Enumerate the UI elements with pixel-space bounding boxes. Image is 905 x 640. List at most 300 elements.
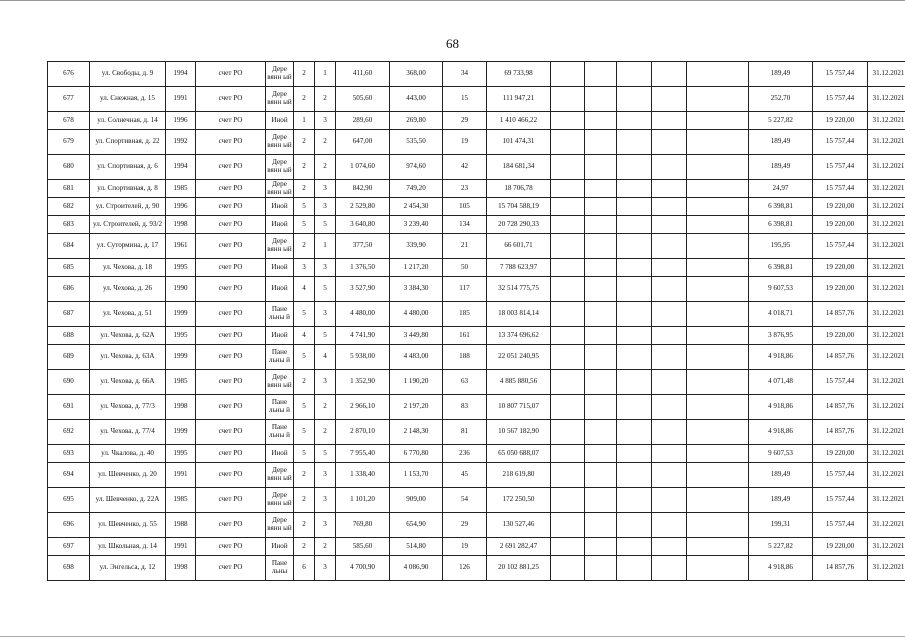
- total-area-cell: 2 529,80: [336, 198, 390, 216]
- residents-cell: 45: [443, 463, 487, 488]
- total-area-cell: 289,60: [336, 112, 390, 130]
- cost-cell: 2 691 282,47: [487, 538, 551, 556]
- floors-cell: 2: [294, 87, 315, 112]
- empty-cell: [551, 259, 585, 277]
- entrances-cell: 3: [315, 180, 336, 198]
- residents-cell: 117: [443, 277, 487, 302]
- table-row: [48, 445, 905, 463]
- fund-cell: счет РО: [196, 112, 266, 130]
- wall-material-cell: Дере вянн ый: [266, 155, 294, 180]
- cost-cell: 66 601,71: [487, 234, 551, 259]
- empty-cell: [585, 488, 617, 513]
- year-cell: 1991: [166, 463, 196, 488]
- empty-cell: [585, 259, 617, 277]
- max-cost-cell: 15 757,44: [813, 463, 868, 488]
- row-number: 680: [48, 155, 90, 180]
- total-area-cell: 1 101,20: [336, 488, 390, 513]
- empty-cell: [551, 180, 585, 198]
- wall-material-cell: Иной: [266, 445, 294, 463]
- deadline-cell: 31.12.2021: [868, 62, 905, 87]
- year-cell: 1985: [166, 370, 196, 395]
- wall-material-cell: Дере вянн ый: [266, 370, 294, 395]
- empty-cell: [617, 302, 652, 327]
- address-cell: ул. Чехова, д. 66А: [90, 370, 166, 395]
- living-area-cell: 2 197,20: [390, 395, 443, 420]
- wall-material-cell: Иной: [266, 277, 294, 302]
- deadline-cell: 31.12.2021: [868, 112, 905, 130]
- page-number: 68: [446, 36, 459, 51]
- empty-cell: [687, 277, 749, 302]
- fund-cell: счет РО: [196, 277, 266, 302]
- total-area-cell: 1 376,50: [336, 259, 390, 277]
- empty-cell: [585, 445, 617, 463]
- empty-cell: [687, 327, 749, 345]
- empty-cell: [585, 155, 617, 180]
- living-area-cell: 339,90: [390, 234, 443, 259]
- fund-cell: счет РО: [196, 395, 266, 420]
- empty-cell: [652, 345, 687, 370]
- cost-cell: 4 885 880,56: [487, 370, 551, 395]
- empty-cell: [585, 180, 617, 198]
- table-row: [48, 234, 905, 259]
- empty-cell: [652, 216, 687, 234]
- wall-material-cell: Дере вянн ый: [266, 488, 294, 513]
- empty-cell: [585, 62, 617, 87]
- year-cell: 1998: [166, 556, 196, 581]
- max-cost-cell: 19 220,00: [813, 259, 868, 277]
- total-area-cell: 3 527,90: [336, 277, 390, 302]
- floors-cell: 2: [294, 130, 315, 155]
- empty-cell: [687, 234, 749, 259]
- living-area-cell: 974,60: [390, 155, 443, 180]
- empty-cell: [687, 87, 749, 112]
- wall-material-cell: Пане льны й: [266, 420, 294, 445]
- table-row: [48, 216, 905, 234]
- year-cell: 1995: [166, 327, 196, 345]
- empty-cell: [551, 488, 585, 513]
- wall-material-cell: Пане льны й: [266, 302, 294, 327]
- empty-cell: [585, 112, 617, 130]
- total-area-cell: 7 955,40: [336, 445, 390, 463]
- floors-cell: 5: [294, 216, 315, 234]
- entrances-cell: 5: [315, 327, 336, 345]
- address-cell: ул. Шевченко, д. 55: [90, 513, 166, 538]
- fund-cell: счет РО: [196, 556, 266, 581]
- residents-cell: 19: [443, 538, 487, 556]
- living-area-cell: 3 239,40: [390, 216, 443, 234]
- table-row: [48, 180, 905, 198]
- max-cost-cell: 19 220,00: [813, 538, 868, 556]
- cost-cell: 218 619,80: [487, 463, 551, 488]
- row-number: 693: [48, 445, 90, 463]
- residents-cell: 185: [443, 302, 487, 327]
- empty-cell: [617, 155, 652, 180]
- living-area-cell: 909,00: [390, 488, 443, 513]
- living-area-cell: 443,00: [390, 87, 443, 112]
- fund-cell: счет РО: [196, 198, 266, 216]
- row-number: 687: [48, 302, 90, 327]
- wall-material-cell: Дере вянн ый: [266, 513, 294, 538]
- entrances-cell: 1: [315, 234, 336, 259]
- entrances-cell: 3: [315, 112, 336, 130]
- empty-cell: [551, 445, 585, 463]
- address-cell: ул. Чехова, д. 77/3: [90, 395, 166, 420]
- deadline-cell: 31.12.2021: [868, 556, 905, 581]
- max-cost-cell: 14 857,76: [813, 345, 868, 370]
- empty-cell: [585, 420, 617, 445]
- max-cost-cell: 14 857,76: [813, 395, 868, 420]
- empty-cell: [687, 556, 749, 581]
- residents-cell: 134: [443, 216, 487, 234]
- empty-cell: [551, 513, 585, 538]
- residents-cell: 50: [443, 259, 487, 277]
- max-cost-cell: 19 220,00: [813, 216, 868, 234]
- entrances-cell: 2: [315, 130, 336, 155]
- entrances-cell: 2: [315, 538, 336, 556]
- row-number: 677: [48, 87, 90, 112]
- floors-cell: 2: [294, 62, 315, 87]
- empty-cell: [652, 420, 687, 445]
- floors-cell: 5: [294, 395, 315, 420]
- living-area-cell: 3 449,80: [390, 327, 443, 345]
- empty-cell: [687, 112, 749, 130]
- rate-cell: 24,97: [749, 180, 813, 198]
- empty-cell: [551, 395, 585, 420]
- fund-cell: счет РО: [196, 513, 266, 538]
- floors-cell: 5: [294, 198, 315, 216]
- row-number: 684: [48, 234, 90, 259]
- entrances-cell: 3: [315, 198, 336, 216]
- fund-cell: счет РО: [196, 62, 266, 87]
- empty-cell: [652, 87, 687, 112]
- empty-cell: [585, 216, 617, 234]
- floors-cell: 5: [294, 345, 315, 370]
- empty-cell: [687, 62, 749, 87]
- residents-cell: 105: [443, 198, 487, 216]
- deadline-cell: 31.12.2021: [868, 395, 905, 420]
- table-row: [48, 130, 905, 155]
- empty-cell: [652, 198, 687, 216]
- year-cell: 1985: [166, 488, 196, 513]
- fund-cell: счет РО: [196, 327, 266, 345]
- table-row: [48, 259, 905, 277]
- deadline-cell: 31.12.2021: [868, 198, 905, 216]
- address-cell: ул. Спортивная, д. 22: [90, 130, 166, 155]
- empty-cell: [652, 130, 687, 155]
- cost-cell: 15 704 588,19: [487, 198, 551, 216]
- floors-cell: 1: [294, 112, 315, 130]
- living-area-cell: 514,80: [390, 538, 443, 556]
- empty-cell: [617, 198, 652, 216]
- deadline-cell: 31.12.2021: [868, 513, 905, 538]
- entrances-cell: 3: [315, 488, 336, 513]
- empty-cell: [617, 538, 652, 556]
- address-cell: ул. Строителей, д. 93/2: [90, 216, 166, 234]
- deadline-cell: 31.12.2021: [868, 420, 905, 445]
- year-cell: 1995: [166, 259, 196, 277]
- deadline-cell: 31.12.2021: [868, 130, 905, 155]
- table-row: [48, 62, 905, 87]
- year-cell: 1996: [166, 112, 196, 130]
- entrances-cell: 2: [315, 420, 336, 445]
- address-cell: ул. Снежная, д. 15: [90, 87, 166, 112]
- cost-cell: 7 788 623,97: [487, 259, 551, 277]
- floors-cell: 2: [294, 513, 315, 538]
- empty-cell: [652, 155, 687, 180]
- empty-cell: [585, 234, 617, 259]
- rate-cell: 189,49: [749, 488, 813, 513]
- total-area-cell: 5 938,00: [336, 345, 390, 370]
- living-area-cell: 2 454,30: [390, 198, 443, 216]
- fund-cell: счет РО: [196, 538, 266, 556]
- empty-cell: [652, 234, 687, 259]
- residents-cell: 23: [443, 180, 487, 198]
- empty-cell: [585, 130, 617, 155]
- residents-cell: 29: [443, 513, 487, 538]
- total-area-cell: 4 741,90: [336, 327, 390, 345]
- address-cell: ул. Спортивная, д. 6: [90, 155, 166, 180]
- cost-cell: 184 681,34: [487, 155, 551, 180]
- empty-cell: [585, 556, 617, 581]
- floors-cell: 5: [294, 445, 315, 463]
- total-area-cell: 2 966,10: [336, 395, 390, 420]
- empty-cell: [551, 130, 585, 155]
- floors-cell: 4: [294, 327, 315, 345]
- residents-cell: 42: [443, 155, 487, 180]
- wall-material-cell: Иной: [266, 198, 294, 216]
- row-number: 695: [48, 488, 90, 513]
- fund-cell: счет РО: [196, 87, 266, 112]
- residents-cell: 236: [443, 445, 487, 463]
- empty-cell: [551, 216, 585, 234]
- empty-cell: [585, 327, 617, 345]
- max-cost-cell: 19 220,00: [813, 327, 868, 345]
- table-row: [48, 420, 905, 445]
- max-cost-cell: 15 757,44: [813, 130, 868, 155]
- residents-cell: 29: [443, 112, 487, 130]
- empty-cell: [617, 445, 652, 463]
- row-number: 689: [48, 345, 90, 370]
- entrances-cell: 5: [315, 216, 336, 234]
- max-cost-cell: 14 857,76: [813, 556, 868, 581]
- entrances-cell: 3: [315, 370, 336, 395]
- residents-cell: 34: [443, 62, 487, 87]
- year-cell: 1991: [166, 87, 196, 112]
- row-number: 678: [48, 112, 90, 130]
- empty-cell: [687, 198, 749, 216]
- address-cell: ул. Шевченко, д. 22А: [90, 488, 166, 513]
- max-cost-cell: 19 220,00: [813, 277, 868, 302]
- empty-cell: [652, 259, 687, 277]
- empty-cell: [585, 370, 617, 395]
- living-area-cell: 368,00: [390, 62, 443, 87]
- total-area-cell: 377,50: [336, 234, 390, 259]
- max-cost-cell: 19 220,00: [813, 445, 868, 463]
- floors-cell: 2: [294, 370, 315, 395]
- wall-material-cell: Иной: [266, 538, 294, 556]
- empty-cell: [617, 513, 652, 538]
- row-number: 685: [48, 259, 90, 277]
- empty-cell: [585, 463, 617, 488]
- empty-cell: [585, 513, 617, 538]
- empty-cell: [652, 445, 687, 463]
- total-area-cell: 842,90: [336, 180, 390, 198]
- row-number: 681: [48, 180, 90, 198]
- rate-cell: 6 398,81: [749, 198, 813, 216]
- living-area-cell: 4 480,00: [390, 302, 443, 327]
- row-number: 697: [48, 538, 90, 556]
- total-area-cell: 769,80: [336, 513, 390, 538]
- row-number: 676: [48, 62, 90, 87]
- living-area-cell: 269,80: [390, 112, 443, 130]
- empty-cell: [617, 130, 652, 155]
- total-area-cell: 4 700,90: [336, 556, 390, 581]
- cost-cell: 18 706,78: [487, 180, 551, 198]
- empty-cell: [652, 277, 687, 302]
- cost-cell: 10 567 182,90: [487, 420, 551, 445]
- empty-cell: [652, 62, 687, 87]
- floors-cell: 2: [294, 488, 315, 513]
- deadline-cell: 31.12.2021: [868, 327, 905, 345]
- empty-cell: [551, 463, 585, 488]
- table-row: [48, 395, 905, 420]
- total-area-cell: 1 338,40: [336, 463, 390, 488]
- deadline-cell: 31.12.2021: [868, 488, 905, 513]
- year-cell: 1988: [166, 513, 196, 538]
- table-row: [48, 345, 905, 370]
- empty-cell: [617, 62, 652, 87]
- empty-cell: [617, 463, 652, 488]
- rate-cell: 4 918,86: [749, 345, 813, 370]
- year-cell: 1999: [166, 302, 196, 327]
- cost-cell: 65 050 688,07: [487, 445, 551, 463]
- rate-cell: 9 607,53: [749, 277, 813, 302]
- cost-cell: 13 374 696,62: [487, 327, 551, 345]
- empty-cell: [652, 395, 687, 420]
- wall-material-cell: Иной: [266, 327, 294, 345]
- floors-cell: 2: [294, 234, 315, 259]
- floors-cell: 3: [294, 259, 315, 277]
- year-cell: 1999: [166, 345, 196, 370]
- fund-cell: счет РО: [196, 345, 266, 370]
- scan-edge-top: [0, 0, 905, 1]
- residents-cell: 19: [443, 130, 487, 155]
- total-area-cell: 3 640,80: [336, 216, 390, 234]
- empty-cell: [687, 216, 749, 234]
- empty-cell: [551, 538, 585, 556]
- wall-material-cell: Дере вянн ый: [266, 62, 294, 87]
- residents-cell: 161: [443, 327, 487, 345]
- empty-cell: [687, 345, 749, 370]
- residents-cell: 83: [443, 395, 487, 420]
- row-number: 698: [48, 556, 90, 581]
- empty-cell: [687, 420, 749, 445]
- max-cost-cell: 15 757,44: [813, 234, 868, 259]
- residents-cell: 54: [443, 488, 487, 513]
- rate-cell: 4 918,86: [749, 556, 813, 581]
- empty-cell: [551, 345, 585, 370]
- year-cell: 1998: [166, 216, 196, 234]
- year-cell: 1994: [166, 155, 196, 180]
- address-cell: ул. Чехова, д. 62А: [90, 327, 166, 345]
- total-area-cell: 505,60: [336, 87, 390, 112]
- living-area-cell: 1 153,70: [390, 463, 443, 488]
- empty-cell: [585, 277, 617, 302]
- max-cost-cell: 14 857,76: [813, 420, 868, 445]
- deadline-cell: 31.12.2021: [868, 445, 905, 463]
- residents-cell: 15: [443, 87, 487, 112]
- row-number: 692: [48, 420, 90, 445]
- floors-cell: 2: [294, 180, 315, 198]
- rate-cell: 4 071,48: [749, 370, 813, 395]
- rate-cell: 9 607,53: [749, 445, 813, 463]
- floors-cell: 5: [294, 420, 315, 445]
- living-area-cell: 1 190,20: [390, 370, 443, 395]
- empty-cell: [652, 180, 687, 198]
- max-cost-cell: 15 757,44: [813, 155, 868, 180]
- max-cost-cell: 15 757,44: [813, 488, 868, 513]
- fund-cell: счет РО: [196, 302, 266, 327]
- deadline-cell: 31.12.2021: [868, 155, 905, 180]
- empty-cell: [617, 395, 652, 420]
- wall-material-cell: Пане льны: [266, 556, 294, 581]
- deadline-cell: 31.12.2021: [868, 180, 905, 198]
- entrances-cell: 4: [315, 345, 336, 370]
- fund-cell: счет РО: [196, 370, 266, 395]
- row-number: 679: [48, 130, 90, 155]
- empty-cell: [652, 538, 687, 556]
- empty-cell: [617, 370, 652, 395]
- deadline-cell: 31.12.2021: [868, 463, 905, 488]
- fund-cell: счет РО: [196, 234, 266, 259]
- row-number: 686: [48, 277, 90, 302]
- empty-cell: [551, 155, 585, 180]
- table-row: [48, 302, 905, 327]
- table-row: [48, 370, 905, 395]
- entrances-cell: 5: [315, 445, 336, 463]
- empty-cell: [687, 155, 749, 180]
- wall-material-cell: Иной: [266, 259, 294, 277]
- rate-cell: 6 398,81: [749, 216, 813, 234]
- empty-cell: [652, 463, 687, 488]
- empty-cell: [551, 198, 585, 216]
- total-area-cell: 2 870,10: [336, 420, 390, 445]
- empty-cell: [652, 370, 687, 395]
- empty-cell: [652, 302, 687, 327]
- entrances-cell: 3: [315, 259, 336, 277]
- empty-cell: [687, 130, 749, 155]
- living-area-cell: 749,20: [390, 180, 443, 198]
- cost-cell: 1 410 466,22: [487, 112, 551, 130]
- table-row: [48, 198, 905, 216]
- total-area-cell: 585,60: [336, 538, 390, 556]
- table-row: [48, 327, 905, 345]
- rate-cell: 189,49: [749, 130, 813, 155]
- year-cell: 1985: [166, 180, 196, 198]
- table-row: [48, 112, 905, 130]
- row-number: 688: [48, 327, 90, 345]
- address-cell: ул. Чехова, д. 77/4: [90, 420, 166, 445]
- rate-cell: 4 918,86: [749, 420, 813, 445]
- row-number: 696: [48, 513, 90, 538]
- table-row: [48, 277, 905, 302]
- cost-cell: 69 733,98: [487, 62, 551, 87]
- entrances-cell: 2: [315, 87, 336, 112]
- empty-cell: [687, 513, 749, 538]
- row-number: 683: [48, 216, 90, 234]
- max-cost-cell: 15 757,44: [813, 513, 868, 538]
- empty-cell: [585, 395, 617, 420]
